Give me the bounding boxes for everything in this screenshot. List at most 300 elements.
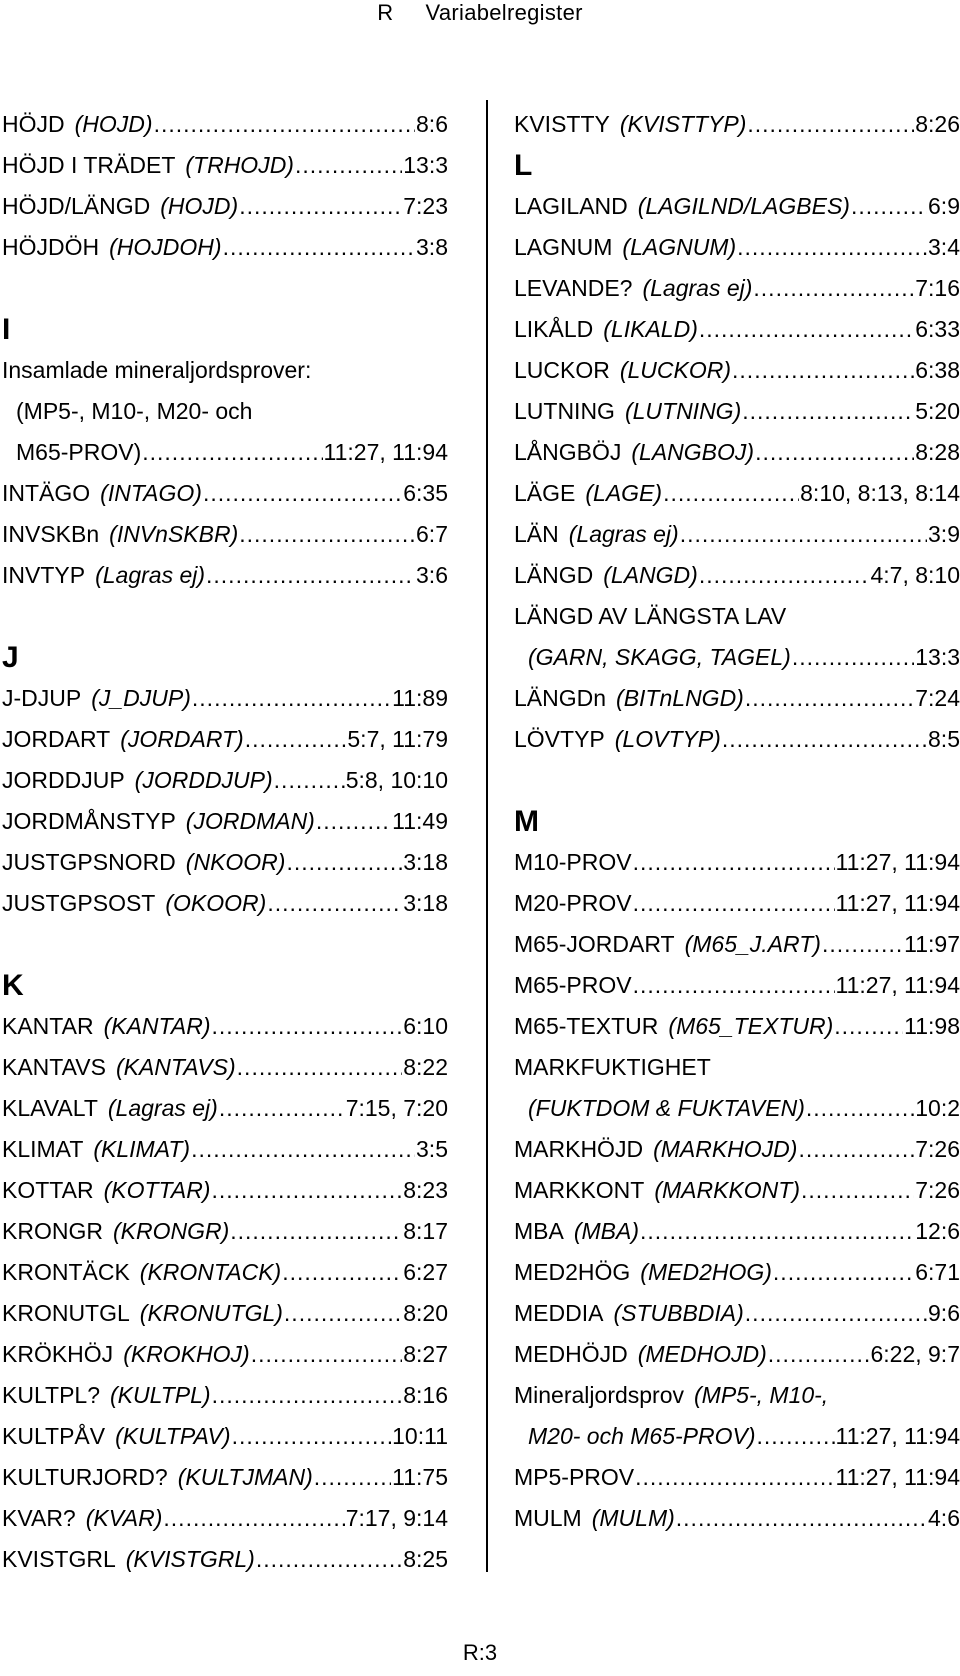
leader-dots — [251, 1334, 403, 1375]
entry-term: HÖJD/LÄNGD — [2, 193, 151, 219]
entry-term: LÖVTYP — [514, 726, 605, 752]
entry-term: KRONUTGL — [2, 1300, 130, 1326]
page-reference: 3:9 — [928, 521, 960, 547]
entry-term: KULTPÅV — [2, 1423, 106, 1449]
entry-variable: (HOJDOH) — [109, 234, 222, 260]
leader-dots — [316, 801, 391, 842]
leader-dots — [230, 1211, 402, 1252]
page-reference: 6:35 — [403, 480, 448, 506]
entry-term: KULTPL? — [2, 1382, 101, 1408]
index-entry — [2, 719, 448, 760]
entry-variable: (JORDDJUP) — [134, 767, 273, 793]
leader-dots — [798, 1129, 914, 1170]
entry-term: KANTAR — [2, 1013, 94, 1039]
entry-variable: (LUCKOR) — [619, 357, 732, 383]
index-entry — [514, 924, 960, 965]
leader-dots — [851, 186, 927, 227]
index-letter-heading: J — [2, 641, 19, 674]
entry-term: JORDART — [2, 726, 111, 752]
index-entry — [2, 1293, 448, 1334]
index-entry — [2, 842, 448, 883]
leader-dots — [745, 678, 914, 719]
leader-dots — [286, 842, 402, 883]
entry-variable: (KVISTTYP) — [619, 111, 747, 137]
leader-dots — [745, 1293, 927, 1334]
index-entry — [2, 1539, 448, 1580]
entry-variable: (J_DJUP) — [91, 685, 191, 711]
leader-dots — [635, 1457, 834, 1498]
leader-dots — [633, 965, 835, 1006]
entry-term: LÄGE — [514, 480, 576, 506]
leader-dots — [267, 883, 402, 924]
index-spacer — [2, 268, 448, 309]
leader-dots — [699, 555, 870, 596]
page-reference: 11:98 — [904, 1013, 960, 1039]
entry-term: MED2HÖG — [514, 1259, 631, 1285]
entry-term: MARKFUKTIGHET — [514, 1054, 711, 1080]
leader-dots — [768, 1334, 870, 1375]
index-entry — [514, 1129, 960, 1170]
page-reference: 5:20 — [915, 398, 960, 424]
leader-dots — [834, 1006, 903, 1047]
page-reference: 5:8, 10:10 — [345, 767, 448, 793]
entry-variable: (KVISTGRL) — [125, 1546, 255, 1572]
entry-variable: (KRONTACK) — [139, 1259, 282, 1285]
entry-variable: (KROKHOJ) — [123, 1341, 250, 1367]
entry-variable: (KVAR) — [85, 1505, 163, 1531]
entry-term: KRÖKHÖJ — [2, 1341, 114, 1367]
entry-term: LÄNGDn — [514, 685, 607, 711]
entry-term: (MP5-, M10-, M20- och — [16, 398, 253, 424]
entry-variable: (Lagras ej) — [568, 521, 679, 547]
column-divider — [486, 100, 488, 1572]
entry-variable: (KLIMAT) — [93, 1136, 191, 1162]
index-letter-heading: I — [2, 313, 11, 346]
section-letter: R — [377, 0, 394, 25]
entry-variable: (LAGILND/LAGBES) — [637, 193, 850, 219]
index-entry — [514, 1088, 960, 1129]
page-reference: 8:28 — [915, 439, 960, 465]
leader-dots — [737, 227, 927, 268]
entry-variable: (M65_TEXTUR) — [668, 1013, 834, 1039]
leader-dots — [747, 104, 914, 145]
entry-term: KRONTÄCK — [2, 1259, 130, 1285]
page-reference: 8:25 — [403, 1546, 448, 1572]
entry-variable: (STUBBDIA) — [613, 1300, 744, 1326]
page-reference: 7:24 — [915, 685, 960, 711]
page-reference: 8:6 — [416, 111, 448, 137]
index-entry — [514, 965, 960, 1006]
leader-dots — [640, 1211, 914, 1252]
index-entry — [2, 432, 448, 473]
entry-term: M65-PROV) — [16, 439, 142, 465]
index-entry — [514, 350, 960, 391]
page-reference: 6:7 — [416, 521, 448, 547]
entry-variable: (KULTPL) — [110, 1382, 211, 1408]
entry-term: KANTAVS — [2, 1054, 106, 1080]
entry-variable: (MARKKONT) — [654, 1177, 801, 1203]
entry-variable: (FUKTDOM & FUKTAVEN) — [528, 1095, 805, 1121]
index-entry — [2, 1170, 448, 1211]
entry-term: KVISTTY — [514, 111, 610, 137]
entry-variable: (JORDMAN) — [185, 808, 315, 834]
entry-variable: (JORDART) — [120, 726, 244, 752]
leader-dots — [773, 1252, 914, 1293]
entry-variable: (KANTAR) — [103, 1013, 211, 1039]
entry-term: LUCKOR — [514, 357, 610, 383]
index-spacer — [2, 924, 448, 965]
entry-variable: (LANGD) — [603, 562, 698, 588]
page-reference: 3:18 — [403, 849, 448, 875]
entry-variable: (TRHOJD) — [185, 152, 294, 178]
leader-dots — [232, 1416, 392, 1457]
entry-variable: (MARKHOJD) — [653, 1136, 798, 1162]
entry-term: LIKÅLD — [514, 316, 594, 342]
index-entry — [514, 309, 960, 350]
entry-term: KLIMAT — [2, 1136, 84, 1162]
leader-dots — [742, 391, 914, 432]
page-reference: 6:22, 9:7 — [870, 1341, 960, 1367]
index-entry — [2, 227, 448, 268]
entry-term: LÅNGBÖJ — [514, 439, 622, 465]
page-reference: 6:33 — [915, 316, 960, 342]
page-reference: 13:3 — [403, 152, 448, 178]
leader-dots — [282, 1252, 402, 1293]
entry-term: KLAVALT — [2, 1095, 98, 1121]
index-entry — [514, 637, 960, 678]
leader-dots — [237, 1047, 403, 1088]
entry-term: KOTTAR — [2, 1177, 94, 1203]
index-entry — [514, 391, 960, 432]
page-reference: 8:22 — [403, 1054, 448, 1080]
page-reference: 6:38 — [915, 357, 960, 383]
index-entry — [514, 268, 960, 309]
index-entry — [2, 1088, 448, 1129]
page-reference: 8:17 — [403, 1218, 448, 1244]
leader-dots — [314, 1457, 391, 1498]
index-entry — [2, 1375, 448, 1416]
page-reference: 3:6 — [416, 562, 448, 588]
entry-term: LÄNGD — [514, 562, 594, 588]
leader-dots — [757, 1416, 835, 1457]
leader-dots — [699, 309, 914, 350]
index-entry — [2, 1129, 448, 1170]
leader-dots — [284, 1293, 402, 1334]
index-entry — [514, 1416, 960, 1457]
page-reference: 11:27, 11:94 — [323, 439, 448, 465]
page-reference: 11:27, 11:94 — [835, 972, 960, 998]
page-reference: 7:23 — [403, 193, 448, 219]
entry-variable: (MBA) — [573, 1218, 640, 1244]
entry-term: KULTURJORD? — [2, 1464, 168, 1490]
page-reference: 8:23 — [403, 1177, 448, 1203]
leader-dots — [212, 1006, 403, 1047]
leader-dots — [256, 1539, 402, 1580]
entry-term: KVISTGRL — [2, 1546, 116, 1572]
leader-dots — [680, 514, 927, 555]
entry-term: M20-PROV — [514, 890, 632, 916]
entry-term: Mineraljordsprov — [514, 1382, 685, 1408]
entry-term: MULM — [514, 1505, 582, 1531]
entry-variable: (KRONUTGL) — [139, 1300, 283, 1326]
entry-variable: (LOVTYP) — [614, 726, 721, 752]
page-reference: 10:11 — [392, 1423, 448, 1449]
page-reference: 11:75 — [392, 1464, 448, 1490]
leader-dots — [203, 473, 402, 514]
entry-variable: (M65_J.ART) — [684, 931, 821, 957]
index-entry — [514, 842, 960, 883]
leader-dots — [206, 555, 415, 596]
page-reference: 11:89 — [392, 685, 448, 711]
page-reference: 8:26 — [915, 111, 960, 137]
index-entry — [514, 678, 960, 719]
page-reference: 8:27 — [403, 1341, 448, 1367]
entry-term: MARKKONT — [514, 1177, 645, 1203]
index-entry-heading — [514, 1047, 960, 1088]
index-entry — [2, 883, 448, 924]
page-reference: 4:6 — [928, 1505, 960, 1531]
entry-term: LÄN — [514, 521, 559, 547]
index-entry — [2, 1416, 448, 1457]
page-reference: 7:17, 9:14 — [345, 1505, 448, 1531]
page-reference: 3:18 — [403, 890, 448, 916]
leader-dots — [753, 268, 914, 309]
index-spacer — [2, 596, 448, 637]
entry-variable: (MED2HOG) — [640, 1259, 772, 1285]
page-header — [0, 0, 960, 26]
page-reference: 6:10 — [403, 1013, 448, 1039]
entry-variable: (LAGNUM) — [622, 234, 737, 260]
index-entry — [2, 1252, 448, 1293]
index-entry — [2, 473, 448, 514]
entry-term: MARKHÖJD — [514, 1136, 644, 1162]
index-entry — [2, 555, 448, 596]
index-entry — [514, 1334, 960, 1375]
page-number: R:3 — [462, 1640, 498, 1665]
index-entry — [514, 1252, 960, 1293]
leader-dots — [676, 1498, 927, 1539]
index-entry — [2, 1334, 448, 1375]
page-reference: 13:3 — [915, 644, 960, 670]
page-reference: 7:15, 7:20 — [345, 1095, 448, 1121]
index-entry — [514, 1457, 960, 1498]
index-entry — [2, 1047, 448, 1088]
page-reference: 6:27 — [403, 1259, 448, 1285]
leader-dots — [792, 637, 914, 678]
index-entry — [2, 1211, 448, 1252]
page-reference: 11:27, 11:94 — [835, 890, 960, 916]
entry-variable: (HOJD) — [74, 111, 153, 137]
index-entry — [514, 186, 960, 227]
index-entry — [2, 1498, 448, 1539]
page-reference: 6:9 — [928, 193, 960, 219]
entry-variable: (LANGBOJ) — [631, 439, 755, 465]
entry-variable: (Lagras ej) — [107, 1095, 218, 1121]
entry-term: JORDMÅNSTYP — [2, 808, 176, 834]
index-entry — [514, 473, 960, 514]
page-reference: 12:6 — [915, 1218, 960, 1244]
leader-dots — [732, 350, 914, 391]
entry-variable: (MEDHOJD) — [637, 1341, 767, 1367]
entry-term: LAGNUM — [514, 234, 613, 260]
index-letter-heading: M — [514, 805, 539, 838]
entry-variable: (NKOOR) — [185, 849, 286, 875]
leader-dots — [191, 1129, 415, 1170]
index-letter-heading: K — [2, 969, 24, 1002]
page-reference: 7:26 — [915, 1136, 960, 1162]
page-reference: 7:26 — [915, 1177, 960, 1203]
header-title: Variabelregister — [425, 0, 583, 25]
page-reference: 6:71 — [915, 1259, 960, 1285]
entry-variable: (MP5-, M10-, — [694, 1382, 829, 1408]
entry-term: JUSTGPSOST — [2, 890, 156, 916]
leader-dots — [633, 883, 835, 924]
index-entry — [514, 104, 960, 145]
leader-dots — [163, 1498, 344, 1539]
entry-variable: (LUTNING) — [624, 398, 742, 424]
page-reference: 3:8 — [416, 234, 448, 260]
index-entry — [514, 719, 960, 760]
leader-dots — [212, 1375, 403, 1416]
entry-variable: (GARN, SKAGG, TAGEL) — [528, 644, 791, 670]
index-entry-continuation — [2, 391, 448, 432]
index-entry-heading — [514, 1375, 960, 1416]
index-entry — [514, 1211, 960, 1252]
leader-dots — [219, 1088, 345, 1129]
entry-variable: (KOTTAR) — [103, 1177, 211, 1203]
entry-variable: (KULTJMAN) — [177, 1464, 313, 1490]
leader-dots — [663, 473, 799, 514]
index-entry — [514, 227, 960, 268]
index-entry — [2, 678, 448, 719]
page-reference: 3:4 — [928, 234, 960, 260]
index-column-left — [2, 104, 448, 1580]
index-letter-heading: L — [514, 149, 533, 182]
leader-dots — [154, 104, 415, 145]
page-reference: 11:27, 11:94 — [835, 1423, 960, 1449]
index-entry — [514, 555, 960, 596]
entry-term: LAGILAND — [514, 193, 628, 219]
entry-term: HÖJD I TRÄDET — [2, 152, 176, 178]
page-reference: 7:16 — [915, 275, 960, 301]
page-reference: 8:10, 8:13, 8:14 — [800, 480, 960, 506]
page-reference: 3:5 — [416, 1136, 448, 1162]
index-entry-heading — [514, 596, 960, 637]
entry-variable: (MULM) — [591, 1505, 675, 1531]
index-entry — [514, 1498, 960, 1539]
entry-term: LEVANDE? — [514, 275, 633, 301]
entry-variable: (BITnLNGD) — [616, 685, 744, 711]
entry-term: MEDDIA — [514, 1300, 604, 1326]
entry-term: J-DJUP — [2, 685, 82, 711]
index-entry — [2, 104, 448, 145]
entry-term: KVAR? — [2, 1505, 76, 1531]
entry-term: MP5-PROV — [514, 1464, 635, 1490]
entry-variable: (INTAGO) — [100, 480, 202, 506]
index-entry — [2, 760, 448, 801]
entry-term: M10-PROV — [514, 849, 632, 875]
index-entry-heading — [2, 350, 448, 391]
leader-dots — [295, 145, 402, 186]
entry-term: JUSTGPSNORD — [2, 849, 176, 875]
entry-variable: (KRONGR) — [112, 1218, 230, 1244]
leader-dots — [755, 432, 914, 473]
leader-dots — [239, 186, 402, 227]
entry-term: INVTYP — [2, 562, 86, 588]
index-entry — [2, 1006, 448, 1047]
page-reference: 11:27, 11:94 — [835, 849, 960, 875]
page-footer — [0, 1640, 960, 1666]
entry-term: INTÄGO — [2, 480, 91, 506]
entry-term: M65-TEXTUR — [514, 1013, 659, 1039]
entry-variable: (HOJD) — [160, 193, 239, 219]
index-entry — [2, 145, 448, 186]
entry-variable: (LAGE) — [585, 480, 663, 506]
leader-dots — [211, 1170, 402, 1211]
index-entry — [2, 1457, 448, 1498]
index-column-right — [514, 104, 960, 1539]
entry-variable: (Lagras ej) — [95, 562, 206, 588]
index-entry — [514, 1170, 960, 1211]
leader-dots — [633, 842, 835, 883]
entry-term: MBA — [514, 1218, 564, 1244]
page-reference: 9:6 — [928, 1300, 960, 1326]
entry-variable: (Lagras ej) — [642, 275, 753, 301]
leader-dots — [822, 924, 903, 965]
leader-dots — [245, 719, 347, 760]
page-reference: 11:27, 11:94 — [835, 1464, 960, 1490]
entry-variable: (KULTPAV) — [115, 1423, 231, 1449]
entry-variable: M20- och M65-PROV) — [528, 1423, 756, 1449]
index-entry — [514, 514, 960, 555]
page-reference: 8:16 — [403, 1382, 448, 1408]
entry-term: MEDHÖJD — [514, 1341, 628, 1367]
leader-dots — [223, 227, 415, 268]
index-entry — [2, 801, 448, 842]
entry-variable: (OKOOR) — [165, 890, 267, 916]
page-reference: 10:2 — [915, 1095, 960, 1121]
page-reference: 11:97 — [904, 931, 960, 957]
index-entry — [514, 883, 960, 924]
leader-dots — [142, 432, 322, 473]
index-entry — [514, 1006, 960, 1047]
page-reference: 8:5 — [928, 726, 960, 752]
leader-dots — [192, 678, 391, 719]
entry-term: M65-PROV — [514, 972, 632, 998]
page-reference: 11:49 — [392, 808, 448, 834]
entry-variable: (KANTAVS) — [115, 1054, 236, 1080]
leader-dots — [806, 1088, 914, 1129]
entry-term: HÖJDÖH — [2, 234, 100, 260]
index-spacer — [514, 760, 960, 801]
leader-dots — [801, 1170, 914, 1211]
index-entry — [514, 1293, 960, 1334]
entry-term: HÖJD — [2, 111, 65, 137]
entry-term: LUTNING — [514, 398, 615, 424]
leader-dots — [239, 514, 415, 555]
entry-term: INVSKBn — [2, 521, 100, 547]
entry-term: Insamlade mineraljordsprover: — [2, 357, 312, 383]
leader-dots — [274, 760, 345, 801]
page-reference: 4:7, 8:10 — [870, 562, 960, 588]
page-reference: 5:7, 11:79 — [347, 726, 448, 752]
entry-variable: (LIKALD) — [603, 316, 698, 342]
leader-dots — [722, 719, 927, 760]
index-entry — [514, 432, 960, 473]
entry-term: LÄNGD AV LÄNGSTA LAV — [514, 603, 787, 629]
index-entry — [2, 186, 448, 227]
entry-term: JORDDJUP — [2, 767, 125, 793]
